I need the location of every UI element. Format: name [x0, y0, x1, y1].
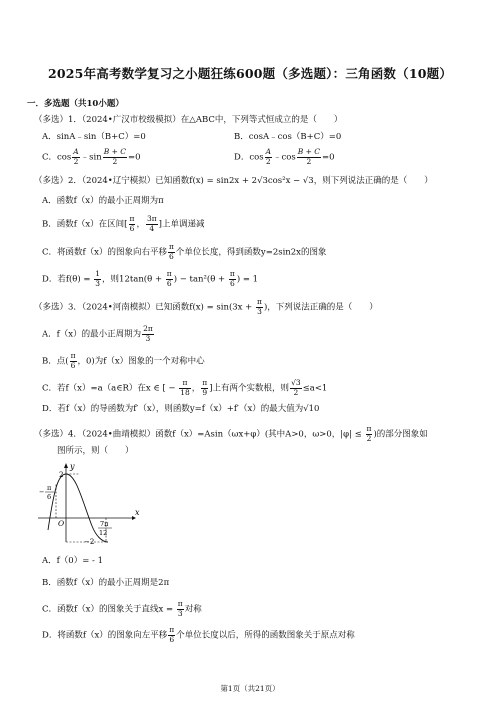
fraction: $\frac{\pi}{6}$ — [229, 269, 235, 288]
fraction: $\frac{\pi}{3}$ — [177, 599, 183, 618]
fraction: $\frac{\pi}{9}$ — [202, 378, 208, 397]
fraction: $\frac{√3}{2}$ — [291, 378, 301, 397]
q2-stem: （多选）2．（2024•辽宁模拟）已知函数f(x) = sin2x + 2√3cos²x − √3，则下列说法正确的是（ ） — [34, 176, 433, 186]
fraction: $\frac{\pi}{6}$ — [169, 625, 175, 644]
fraction: $\frac{A}{2}$ — [73, 147, 79, 166]
graph-origin: O — [58, 519, 65, 528]
fraction: $\frac{2\pi}{3}$ — [143, 324, 153, 343]
q4-stem: （多选）4．（2024•曲靖模拟）函数f（x）=Asin（ωx+φ）(其中A>0，ω>0，|φ| ≤ $\frac{\pi}{2}$ )的部分图象如 — [34, 424, 428, 443]
q4-option-a: A．f（0）= - 1 — [42, 556, 103, 566]
q4-option-d: D．将函数f（x）的图象向左平移 $\frac{\pi}{6}$ 个单位长度以后，所得的函数图象关于原点对称 — [42, 625, 355, 644]
section-heading: 一．多选题（共10小题） — [27, 99, 124, 109]
q4-option-b: B．函数f（x）的最小正周期是2π — [42, 578, 170, 588]
q4-stem-continued: 图所示，则（ ） — [57, 446, 134, 456]
graph-xm-num: − — [39, 488, 45, 496]
fraction: $\frac{A}{2}$ — [265, 147, 271, 166]
page-footer: 第1页（共21页） — [220, 684, 280, 693]
graph-xm-n: π — [47, 484, 52, 492]
q3-option-d: D．若f（x）的导函数为f′（x），则函数y=f（x）+f′（x）的最大值为√10 — [42, 404, 320, 414]
q1-option-c: C．cos $\frac{A}{2}$ ﹣sin $\frac{B + C}{2}$ =0 — [42, 147, 141, 166]
fraction: $\frac{\pi}{2}$ — [366, 424, 372, 443]
q3-option-c: C．若f（x）=a（a∈R）在x ∈ [ − $\frac{\pi}{18}$ ， $\frac{\pi}{9}$ ]上有两个实数根，则 $\frac{√3}{2}$ ≤a<1 — [42, 378, 328, 397]
fraction: $\frac{3\pi}{4}$ — [146, 214, 157, 233]
graph-max-label: 2 — [59, 471, 64, 479]
graph-x-label: x — [135, 508, 140, 517]
q2-option-b: B．函数f（x）在区间[ $\frac{\pi}{6}$ ， $\frac{3\pi}{4}$ ]上单调递减 — [42, 214, 205, 233]
q2-option-d: D．若f(θ) = $\frac{1}{3}$ ，则12tan(θ + $\frac{\pi}{6}$ ) − tan²(θ + $\frac{\pi}{6}$ ) = 1 — [42, 269, 259, 288]
fraction: $\frac{\pi}{6}$ — [129, 214, 135, 233]
q1-stem: （多选）1．（2024•广汉市校级模拟）在△ABC中，下列等式恒成立的是（ ） — [34, 115, 343, 125]
q1-option-a: A．sinA﹣sin（B+C）=0 — [42, 132, 146, 142]
y-axis-arrow — [64, 463, 68, 468]
fraction: $\frac{\pi}{18}$ — [180, 378, 190, 397]
q2-option-c: C．将函数f（x）的图象向右平移 $\frac{\pi}{6}$ 个单位长度，得到函数y=2sin2x的图象 — [42, 242, 327, 261]
graph-xp-n: 7π — [100, 520, 109, 528]
q1-option-d: D．cos $\frac{A}{2}$ ﹣cos $\frac{B + C}{2}$ =0 — [234, 147, 335, 166]
graph-y-label: y — [70, 462, 75, 471]
fraction: $\frac{B + C}{2}$ — [103, 147, 127, 166]
q3-option-b: B．点( $\frac{\pi}{6}$ ，0)为f（x）图象的一个对称中心 — [42, 351, 205, 370]
graph-xp-d: 12 — [99, 529, 108, 537]
fraction: $\frac{1}{3}$ — [95, 269, 101, 288]
q2-option-a: A．函数f（x）的最小正周期为π — [42, 196, 164, 206]
sine-graph — [36, 460, 146, 545]
fraction: $\frac{\pi}{6}$ — [70, 351, 76, 370]
q3-option-a: A．f（x）的最小正周期为 $\frac{2\pi}{3}$ — [42, 324, 153, 343]
fraction: $\frac{\pi}{6}$ — [168, 242, 174, 261]
q3-stem: （多选）3．（2024•河南模拟）已知函数f(x) = sin(3x + $\frac{\pi}{3}$ )，下列说法正确的是（ ） — [34, 297, 378, 316]
q4-option-c: C．函数f（x）的图象关于直线x = $\frac{\pi}{3}$ 对称 — [42, 599, 202, 618]
q1-option-b: B．cosA﹣cos（B+C）=0 — [234, 132, 342, 142]
fraction: $\frac{\pi}{3}$ — [257, 297, 262, 316]
fraction: $\frac{\pi}{6}$ — [166, 269, 172, 288]
page-title: 2025年高考数学复习之小题狂练600题（多选题）：三角函数（10题） — [47, 66, 453, 81]
graph-xm-d: 6 — [47, 493, 52, 501]
fraction: $\frac{B + C}{2}$ — [297, 147, 321, 166]
graph-min-label: −2 — [84, 538, 95, 545]
